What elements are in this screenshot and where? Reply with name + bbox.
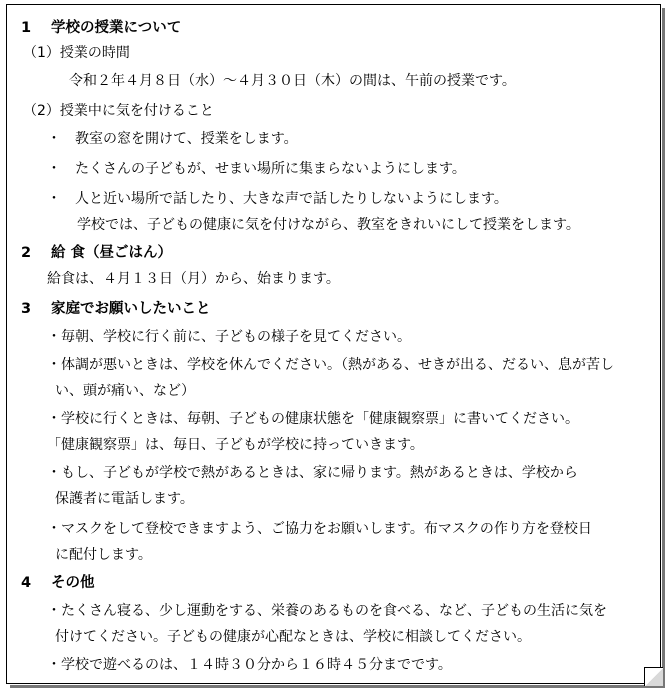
list-item: ・ たくさんの子どもが、せまい場所に集まらないようにします。 bbox=[47, 161, 466, 177]
list-item-continued: 「健康観察票」は、毎日、子どもが学校に持っていきます。 bbox=[47, 437, 424, 453]
section-number: 1 bbox=[21, 20, 32, 36]
section-1-heading bbox=[21, 20, 181, 36]
section-title: 家庭でお願いしたいこと bbox=[51, 301, 211, 317]
list-item: ・ 教室の窓を開けて、授業をします。 bbox=[47, 131, 298, 147]
list-item: ・もし、子どもが学校で熱があるときは、家に帰ります。熱があるときは、学校から bbox=[47, 465, 578, 481]
section-number: 3 bbox=[21, 301, 32, 317]
list-item-continued: 保護者に電話します。 bbox=[55, 491, 194, 507]
list-item-continued: い、頭が痛い、など） bbox=[55, 383, 195, 399]
closing-text: 学校では、子どもの健康に気を付けながら、教室をきれいにして授業をします。 bbox=[77, 217, 580, 233]
section-2-heading bbox=[21, 245, 172, 261]
list-item: ・学校に行くときは、毎朝、子どもの健康状態を「健康観察票」に書いてください。 bbox=[47, 411, 579, 427]
section-title: その他 bbox=[51, 575, 95, 591]
sub-heading-class-time: （1）授業の時間 bbox=[23, 45, 130, 61]
list-item: ・毎朝、学校に行く前に、子どもの様子を見てください。 bbox=[47, 329, 411, 345]
section-title: 学校の授業について bbox=[51, 20, 182, 36]
list-item: ・たくさん寝る、少し運動をする、栄養のあるものを食べる、など、子どもの生活に気を bbox=[47, 603, 607, 619]
section-4-heading bbox=[21, 575, 95, 591]
list-item: ・体調が悪いときは、学校を休んでください。（熱がある、せきが出る、だるい、息が苦し bbox=[47, 357, 614, 373]
list-item: ・マスクをして登校できますよう、ご協力をお願いします。布マスクの作り方を登校日 bbox=[47, 521, 592, 537]
section-number: 2 bbox=[21, 245, 32, 261]
list-item-continued: 付けてください。子どもの健康が心配なときは、学校に相談してください。 bbox=[55, 629, 531, 645]
lunch-text: 給食は、４月１３日（月）から、始まります。 bbox=[47, 271, 340, 287]
page-curl-corner bbox=[644, 667, 663, 686]
section-3-heading bbox=[21, 301, 211, 317]
notice-card bbox=[6, 4, 661, 684]
class-time-text: 令和２年４月８日（水）～４月３０日（木）の間は、午前の授業です。 bbox=[69, 73, 516, 89]
sub-heading-precautions: （2）授業中に気を付けること bbox=[23, 103, 214, 119]
section-title: 給 食（昼ごはん） bbox=[51, 245, 173, 261]
list-item: ・学校で遊べるのは、１４時３０分から１６時４５分までです。 bbox=[47, 657, 452, 673]
list-item: ・ 人と近い場所で話したり、大きな声で話したりしないようにします。 bbox=[47, 191, 508, 207]
list-item-continued: に配付します。 bbox=[55, 547, 152, 563]
section-number: 4 bbox=[21, 575, 32, 591]
